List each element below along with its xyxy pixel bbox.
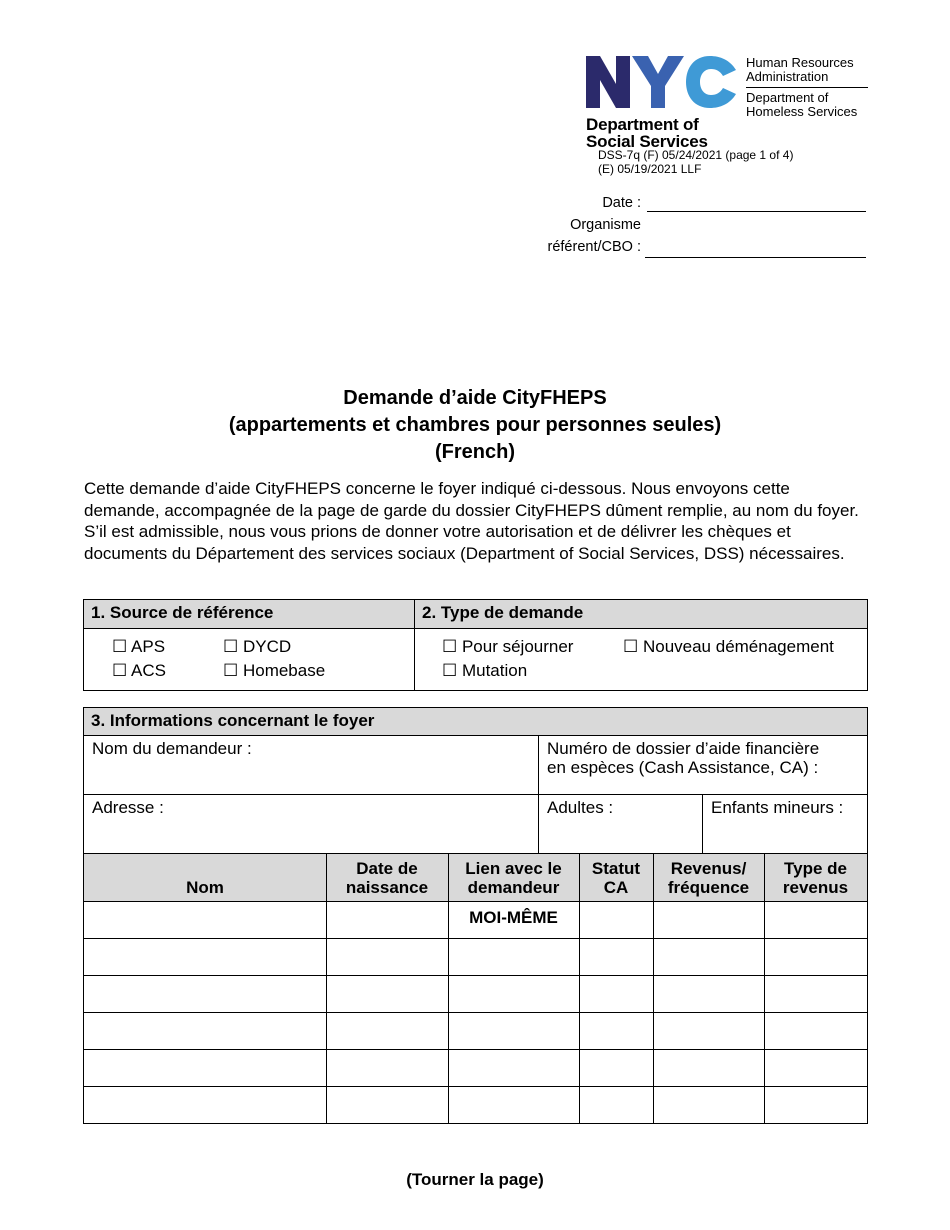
table-cell-name[interactable] — [84, 901, 326, 938]
form-code-line2: (E) 05/19/2021 LLF — [598, 162, 702, 176]
adults-label: Adultes : — [547, 798, 614, 817]
section2-header: 2. Type de demande — [415, 600, 867, 628]
dss-name-line1: Department of — [586, 115, 699, 134]
column-header-line: Date de — [356, 859, 418, 878]
column-header-line: Revenus/ — [670, 859, 747, 878]
checkbox-homebase[interactable]: ☐ Homebase — [223, 661, 326, 680]
checkbox-new-move[interactable]: ☐ Nouveau déménagement — [623, 637, 834, 656]
table-cell-relationship[interactable] — [448, 1086, 579, 1123]
title-line3: (French) — [435, 441, 515, 463]
table-cell-income-frequency[interactable] — [653, 901, 764, 938]
table-cell-ca-status[interactable] — [579, 1086, 653, 1123]
table-cell-income-frequency[interactable] — [653, 1086, 764, 1123]
minors-label: Enfants mineurs : — [711, 798, 844, 817]
table-cell-name[interactable] — [84, 938, 326, 975]
case-number-field[interactable] — [539, 736, 867, 794]
column-header-line: demandeur — [467, 878, 560, 897]
table-cell-relationship[interactable] — [448, 1012, 579, 1049]
intro-paragraph: Cette demande d’aide CityFHEPS concerne le foyer indiqué ci-dessous. Nous envoyons cette demande, accompagnée de la page de garde du dossier CityFHEPS dûment remplie, au nom du foyer. S’il est admissible, nous vous prions de donner votre autorisation et de délivrer les chèques et documents du Département des services sociaux (Department of Social Services, DSS) nécessaires. — [84, 479, 859, 563]
table-cell-income-type[interactable] — [764, 901, 867, 938]
table-cell-relationship[interactable] — [448, 1049, 579, 1086]
checkbox-acs[interactable]: ☐ ACS — [112, 661, 166, 680]
agency-names — [746, 56, 868, 119]
dhs-name: Department of Homeless Services — [746, 90, 858, 119]
column-header-income-frequency — [653, 854, 764, 901]
table-cell-name[interactable] — [84, 1086, 326, 1123]
column-header-line: Type de — [784, 859, 847, 878]
turn-page-note: (Tourner la page) — [406, 1170, 544, 1189]
nyc-logo-icon — [586, 56, 738, 108]
table-cell-ca-status[interactable] — [579, 938, 653, 975]
checkbox-dycd[interactable]: ☐ DYCD — [223, 637, 292, 656]
table-cell-income-type[interactable] — [764, 975, 867, 1012]
table-cell-income-type[interactable] — [764, 1049, 867, 1086]
applicant-name-field[interactable] — [84, 736, 538, 794]
column-header-line: revenus — [782, 878, 849, 897]
hra-name: Human Resources Administration — [746, 56, 868, 88]
org-label-line1: Organisme — [570, 217, 641, 233]
case-number-label-line1: Numéro de dossier d’aide financière — [547, 739, 820, 758]
column-header-ca-status — [579, 854, 653, 901]
section3-header: 3. Informations concernant le foyer — [84, 708, 867, 735]
column-header-line: CA — [603, 878, 629, 897]
checkbox-aps[interactable]: ☐ APS — [112, 637, 166, 656]
divider — [84, 628, 867, 629]
column-header-line: Lien avec le — [465, 859, 562, 878]
column-header-name — [84, 854, 326, 901]
section3-box — [83, 707, 868, 1124]
table-cell-birth-date[interactable] — [326, 1049, 448, 1086]
table-cell-relationship[interactable] — [448, 975, 579, 1012]
column-header-line: naissance — [345, 878, 429, 897]
table-cell-ca-status[interactable] — [579, 901, 653, 938]
table-cell-income-frequency[interactable] — [653, 1049, 764, 1086]
table-cell-birth-date[interactable] — [326, 1012, 448, 1049]
date-field[interactable] — [647, 211, 866, 212]
table-cell-name[interactable] — [84, 1049, 326, 1086]
table-cell-birth-date[interactable] — [326, 975, 448, 1012]
divider — [702, 794, 703, 854]
table-cell-ca-status[interactable] — [579, 1012, 653, 1049]
table-cell-ca-status[interactable] — [579, 1049, 653, 1086]
table-cell-birth-date[interactable] — [326, 938, 448, 975]
dss-name — [586, 116, 708, 150]
table-cell-relationship[interactable] — [448, 938, 579, 975]
table-cell-name[interactable] — [84, 1012, 326, 1049]
address-label: Adresse : — [92, 798, 164, 817]
table-cell-income-type[interactable] — [764, 938, 867, 975]
table-cell-income-frequency[interactable] — [653, 938, 764, 975]
form-code-line1: DSS-7q (F) 05/24/2021 (page 1 of 4) — [598, 148, 794, 162]
title-line1: Demande d’aide CityFHEPS — [343, 387, 607, 409]
title-line2: (appartements et chambres pour personnes seules) — [228, 414, 722, 436]
checkbox-stay[interactable]: ☐ Pour séjourner — [442, 637, 574, 656]
org-field[interactable] — [645, 257, 866, 258]
table-cell-income-frequency[interactable] — [653, 975, 764, 1012]
column-header-relationship — [448, 854, 579, 901]
column-header-line: Nom — [186, 878, 224, 897]
org-label-line2: référent/CBO : — [547, 239, 641, 255]
nyc-dss-logo — [586, 56, 868, 150]
checkbox-transfer[interactable]: ☐ Mutation — [442, 661, 528, 680]
table-cell-birth-date[interactable] — [326, 1086, 448, 1123]
section1-header: 1. Source de référence — [84, 600, 414, 628]
self-label: MOI-MÊME — [469, 908, 558, 927]
table-cell-name[interactable] — [84, 975, 326, 1012]
minors-field[interactable] — [703, 795, 867, 853]
form-code — [598, 148, 793, 176]
sections-1-2-box — [83, 599, 868, 691]
table-cell-income-frequency[interactable] — [653, 1012, 764, 1049]
applicant-name-label: Nom du demandeur : — [92, 739, 252, 758]
divider — [414, 600, 415, 690]
table-cell-relationship[interactable] — [448, 901, 579, 938]
column-header-birth-date — [326, 854, 448, 901]
date-label: Date : — [602, 195, 641, 211]
table-cell-income-type[interactable] — [764, 1086, 867, 1123]
case-number-label-line2: en espèces (Cash Assistance, CA) : — [547, 758, 819, 777]
column-header-line: fréquence — [667, 878, 750, 897]
column-header-line: Statut — [591, 859, 641, 878]
address-field[interactable] — [84, 795, 538, 853]
table-cell-birth-date[interactable] — [326, 901, 448, 938]
table-cell-ca-status[interactable] — [579, 975, 653, 1012]
dss-name-line2: Social Services — [586, 132, 708, 151]
column-header-income-type — [764, 854, 867, 901]
table-cell-income-type[interactable] — [764, 1012, 867, 1049]
adults-field[interactable] — [539, 795, 702, 853]
page-title — [0, 385, 950, 466]
